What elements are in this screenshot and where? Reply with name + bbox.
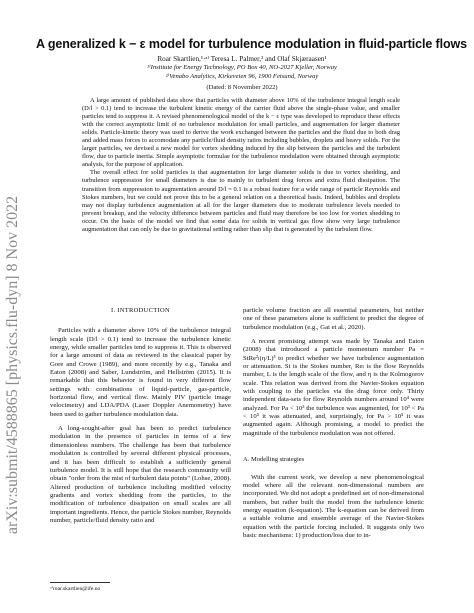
footnote-email: ᵃ⁾roar.skartlien@ife.no	[50, 586, 101, 592]
right-column	[243, 307, 424, 540]
intro-paragraph-2: A long-sought-after goal has been to predict turbulence modulation in the presence of particles in terms of a few dimensionless numbers. The challenge has been that turbulence modulation is controlled by several different physical processes, and it has been difficult to establish a sufficiently general turbulence model. It is still hope that the research community will obtain "order from the mist of turbulent data points" (Lohse, 2008). Altered production of turbulence including modified velocity gradients and vortex shedding from the particles, to the modification of turbulence dissipation on small scales are all important ingredients. Hence, the particle Stokes number, Reynolds number, particle/fluid density ratio and	[50, 425, 231, 524]
abstract	[82, 97, 400, 234]
arxiv-stamp: arXiv:submit/4588865 [physics.flu-dyn] 8 Nov 2022	[4, 195, 22, 535]
abstract-paragraph-2: The overall effect for solid particles is that augmentation for large diameter solids is due to vortex shedding, and turbulence suppression for small diameters is due to mainly to turbulent drag forces and extra fluid dissipation. The transition from suppression to augmentation around D/l = 0.1 is a robust feature for a wide range of particle Reynolds and Stokes numbers, but we could not prove this to be a general relation on a theoretical basis. Indeed, bubbles and droplets may not display turbulence augmentation at all for the larger diameters due to moderate turbulence levels needed to prevent breakup, and the velocity difference between particles and fluid may therefore be too low for vortex shedding to occur. On the basis of the model we find that some data for solids in vertical gas flow show very large turbulence augmentation that can only be due to gravitational settling rather than slip that is generated by the turbulent flow.	[82, 169, 400, 233]
footnote-rule	[50, 582, 110, 583]
section-heading-introduction: I. INTRODUCTION	[110, 307, 171, 314]
intro-paragraph-3: particle volume fraction are all essential parameters, but neither one of these parameters alone is sufficient to predict the degree of turbulence modulation (e.g., Gai et al., 2020).	[243, 307, 424, 331]
affiliation-1: ¹⁾Institute for Energy Technology, PO Box 40, NO-2027 Kjeller, Norway	[147, 64, 337, 71]
paper-title: A generalized k − ε model for turbulence modulation in fluid-particle flows	[36, 37, 468, 51]
modelling-paragraph-1: With the current work, we develop a new phenomenological model where all the relevant non-dimensional numbers are incorporated. We did not adopt a predefined set of non-dimensional numbers, but rather built the model from the turbulence kinetic energy equation (k-equation). The k-equation can be derived from a suitable volume and ensemble average of the Navier-Stokes equation with the particle forcing included. It suggests only two basic mechanisms: 1) production/loss due to in-	[243, 473, 424, 539]
intro-paragraph-4: A recent promising attempt was made by Tanaka and Eaton (2008) that introduced a particle momentum number Pa = StRe²ₗ(η/L)³ to predict whether we have turbulence augmentation or attenuation. St is the Stokes number, Reₗ is the flow Reynolds number, L is the length scale of the flow, and η is the Kolmogorov scale. This relation was derived from the Navier-Stokes equation with coupling to the particles via the drag force only. Thirty independent data-sets for flow Reynolds numbers around 10⁴ were analyzed. For Pa < 10³ the turbulence was augmented, for 10³ < Pa < 10⁵ it was attenuated, and, surprisingly, for Pa > 10⁵ it was augmented again. Although promising, a model to predict the magnitude of the turbulence modulation was not offered.	[243, 338, 424, 437]
intro-paragraph-1: Particles with a diameter above 10% of the turbulence integral length scale (D/l > 0.1) tend to increase the turbulence kinetic energy, while smaller particles tend to suppress it. This is observed for a large amount of data as reviewed in the classical paper by Gore and Crowe (1989), and more recently by e.g., Tanaka and Eaton (2008) and Saber, Lundström, and Hellström (2015). It is remarkable that this behavior is found in very different flow settings with combinations of liquid-particle, gas-particle, horizontal flow, and vertical flow. Mainly PIV (particle image velocimetry) and LDA/PDA (Laser Doppler Anemometry) have been used to gather turbulence modulation data.	[50, 327, 231, 418]
affiliation-2: ²⁾Venabo Analytics, Kirkeveien 96, 1900 Fetsund, Norway	[165, 73, 319, 80]
left-column	[50, 307, 231, 525]
subsection-heading-modelling: A. Modelling strategies	[243, 456, 305, 464]
abstract-paragraph-1: A large amount of published data show that particles with diameter above 10% of the turbulence integral length scale (D/l > 0.1) tend to increase the turbulent kinetic energy of the carrier fluid above the single-phase value, and smaller particles tend to suppress it. A revised phenomenological model of the k − ε type was developed to reproduce these effects with the correct asymptotic limit of no turbulence modulation for small particles, and augmentation for larger diameter solids. Particle-kinetic theory was used to derive the work exchanged between the particles and the fluid due to both drag and added mass forces to accomodate any particle/fluid density ratios including bubbles, droplets and heavy solids. For the larger particles, we devised a new model for vortex shedding induced by the slip between the particles and the turbulent flow, due to particle inertia. Simple asymptotic formulae for the turbulence modulation were obtained through asymptotic analysis, for the purpose of application.	[82, 97, 400, 169]
author-list: Roar Skartlien,¹·ᵃ⁾ Teresa L. Palmer,² and Olaf Skjæraasen¹	[157, 55, 327, 63]
date-line: (Dated: 8 November 2022)	[206, 84, 278, 91]
